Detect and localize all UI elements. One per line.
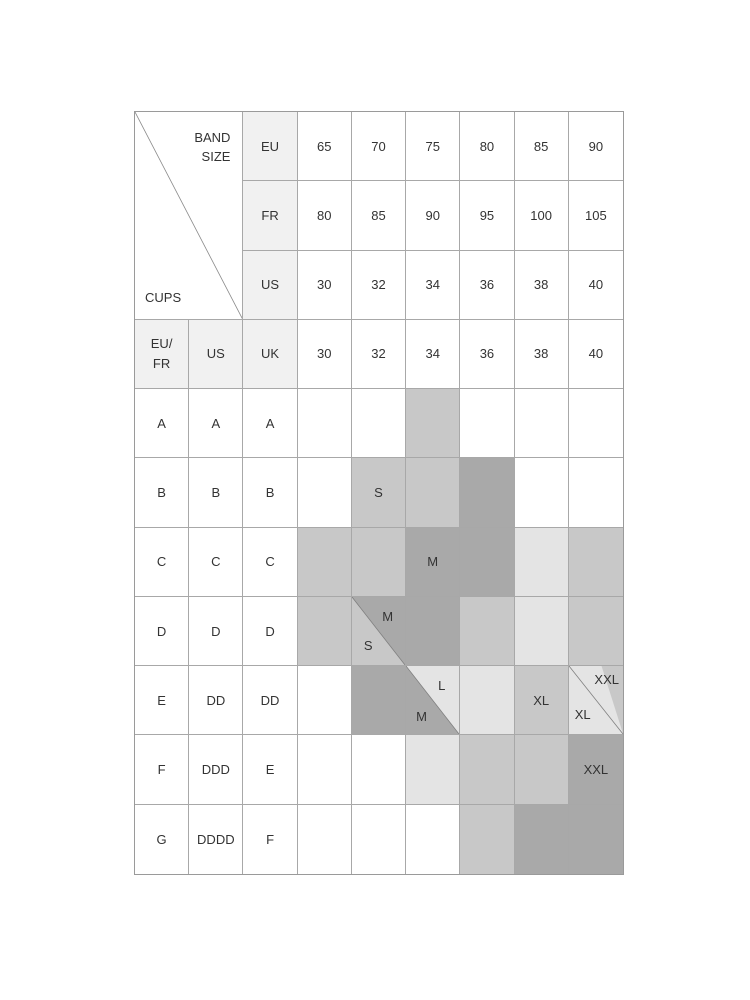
band-eu: 70 [352,112,406,181]
cup-uk: F [243,805,297,874]
size-cell [460,805,514,874]
split-upper-label: XXL [594,672,619,688]
cup-uk: D [243,597,297,666]
size-cell [406,458,460,527]
size-cell [298,389,352,458]
size-cell-m-s [352,597,406,666]
cup-us: B [189,458,243,527]
cup-us: DD [189,666,243,735]
size-cell [406,735,460,804]
system-label-eu: EU [243,112,297,181]
band-eu: 75 [406,112,460,181]
cup-eu-fr: A [135,389,189,458]
cup-eu-fr: E [135,666,189,735]
band-uk: 38 [515,320,569,389]
cup-eu-fr: D [135,597,189,666]
split-lower-label: M [416,709,427,725]
system-label-fr: FR [243,181,297,250]
cup-uk: B [243,458,297,527]
size-cell [569,805,623,874]
size-cell [352,389,406,458]
cup-header-eu-fr: EU/ FR [135,320,189,389]
band-eu: 80 [460,112,514,181]
size-cell-s: S [352,458,406,527]
size-cell-xl: XL [515,666,569,735]
cup-uk: E [243,735,297,804]
size-cell [298,666,352,735]
band-uk: 36 [460,320,514,389]
size-cell-l [460,597,514,666]
size-cell [298,805,352,874]
band-size-label: BAND SIZE [194,130,231,164]
band-eu: 85 [515,112,569,181]
size-cell [298,735,352,804]
band-fr: 85 [352,181,406,250]
band-uk: 32 [352,320,406,389]
size-cell [406,805,460,874]
size-cell [515,597,569,666]
size-cell [460,389,514,458]
split-upper-label: M [382,608,394,624]
system-label-uk: UK [243,320,297,389]
split-diagonal [352,597,405,665]
size-cell [406,597,460,666]
size-cell [515,389,569,458]
cup-eu-fr: G [135,805,189,874]
size-cell [406,389,460,458]
band-us: 32 [352,251,406,320]
size-cell [460,458,514,527]
size-cell [515,458,569,527]
band-us: 34 [406,251,460,320]
band-uk: 40 [569,320,623,389]
size-chart-grid [135,112,623,874]
cup-eu-fr: B [135,458,189,527]
size-cell [569,528,623,597]
corner-header [135,112,243,320]
cup-us: C [189,528,243,597]
band-uk: 34 [406,320,460,389]
cup-uk: C [243,528,297,597]
band-fr: 100 [515,181,569,250]
cup-uk: DD [243,666,297,735]
size-cell-xxl-xl [569,666,623,735]
size-cell [569,597,623,666]
band-us: 40 [569,251,623,320]
cup-eu-fr: F [135,735,189,804]
size-cell [352,805,406,874]
size-cell [515,735,569,804]
size-cell [298,597,352,666]
size-cell [460,528,514,597]
size-cell [460,666,514,735]
split-upper-label: L [438,678,446,694]
cup-us: A [189,389,243,458]
cup-us: DDD [189,735,243,804]
band-fr: 105 [569,181,623,250]
size-cell [515,805,569,874]
cup-uk: A [243,389,297,458]
band-uk: 30 [298,320,352,389]
cup-eu-fr: C [135,528,189,597]
size-cell [352,666,406,735]
system-label-us: US [243,251,297,320]
band-eu: 65 [298,112,352,181]
size-cell-xxl: XXL [569,735,623,804]
size-cell [515,528,569,597]
size-cell [460,735,514,804]
size-cell [352,528,406,597]
cup-us: DDDD [189,805,243,874]
split-lower-label: S [363,638,373,654]
split-lower-label: XL [574,707,591,723]
size-cell [352,735,406,804]
size-cell [569,389,623,458]
band-us: 36 [460,251,514,320]
cup-header-us: US [189,320,243,389]
band-eu: 90 [569,112,623,181]
size-chart [134,111,624,875]
size-cell [298,528,352,597]
split-diagonal [406,666,459,734]
band-fr: 90 [406,181,460,250]
band-us: 30 [298,251,352,320]
band-fr: 80 [298,181,352,250]
size-cell-m: M [406,528,460,597]
band-fr: 95 [460,181,514,250]
size-cell [569,458,623,527]
band-us: 38 [515,251,569,320]
size-cell-l-m [406,666,460,735]
size-cell [298,458,352,527]
cups-label: CUPS [145,289,182,305]
cup-us: D [189,597,243,666]
